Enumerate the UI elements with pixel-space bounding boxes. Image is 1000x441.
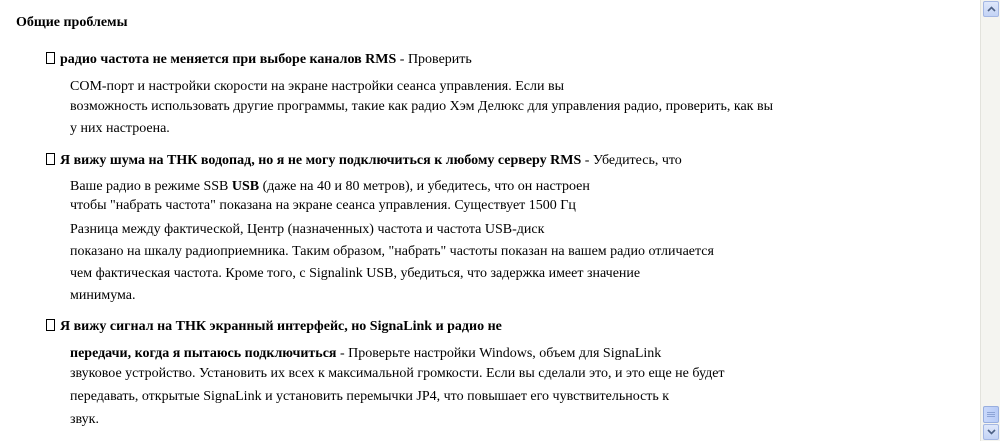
paragraph-line: у них настроена. xyxy=(70,121,170,136)
text-fragment-bold: передачи, когда я пытаюсь подключиться xyxy=(70,346,337,361)
paragraph-line: COM-порт и настройки скорости на экране настройки сеанса управления. Если вы xyxy=(70,79,564,94)
paragraph-line xyxy=(70,346,661,362)
scroll-thumb[interactable] xyxy=(983,406,999,423)
bullet-item-2 xyxy=(46,153,682,169)
bullet-text: - Убедитесь, что xyxy=(581,153,682,168)
paragraph-line: передавать, открытые SignaLink и установить перемычки JP4, что повышает его чувствительность к xyxy=(70,389,670,404)
text-fragment: (даже на 40 и 80 метров), и убедитесь, что он настроен xyxy=(259,179,590,194)
chevron-down-icon xyxy=(987,429,996,435)
scroll-down-button[interactable] xyxy=(983,424,999,440)
vertical-scrollbar[interactable] xyxy=(980,0,1000,441)
paragraph-line: звуковое устройство. Установить их всех к максимальной громкости. Если вы сделали это, и это еще не будет xyxy=(70,366,725,381)
paragraph-line: чем фактическая частота. Кроме того, с Signalink USB, убедиться, что задержка имеет значение xyxy=(70,266,641,281)
paragraph-line: чтобы "набрать частота" показана на экране сеанса управления. Существует 1500 Гц xyxy=(70,198,576,213)
bullet-title: Я вижу сигнал на ТНК экранный интерфейс, но SignaLink и радио не xyxy=(60,319,502,334)
bullet-title: Я вижу шума на ТНК водопад, но я не могу подключиться к любому серверу RMS xyxy=(60,153,582,168)
bullet-item-3 xyxy=(46,319,502,335)
chevron-up-icon xyxy=(987,6,996,12)
paragraph-line xyxy=(70,179,590,195)
scroll-up-button[interactable] xyxy=(983,1,999,17)
text-fragment: - Проверьте настройки Windows, объем для SignaLink xyxy=(336,346,662,361)
paragraph-line: минимума. xyxy=(70,288,136,303)
grip-line xyxy=(987,416,995,417)
paragraph-line: показано на шкалу радиоприемника. Таким образом, "набрать" частоты показан на вашем радио отличается xyxy=(70,244,714,259)
bullet-icon xyxy=(46,153,55,165)
page-heading: Общие проблемы xyxy=(16,15,128,30)
text-fragment: Ваше радио в режиме SSB xyxy=(70,179,232,194)
grip-line xyxy=(987,412,995,413)
paragraph-line: Разница между фактической, Центр (назначенных) частота и частота USB-диск xyxy=(70,222,545,237)
paragraph-line: звук. xyxy=(70,412,99,427)
paragraph-line: возможность использовать другие программы, такие как радио Хэм Делюкс для управления радио, проверить, как вы xyxy=(70,99,773,114)
bullet-icon xyxy=(46,52,55,64)
text-fragment-bold: USB xyxy=(231,179,260,194)
grip-line xyxy=(987,414,995,415)
bullet-text: - Проверить xyxy=(396,52,472,67)
bullet-icon xyxy=(46,319,55,331)
bullet-title: радио частота не меняется при выборе каналов RMS xyxy=(60,52,397,67)
bullet-item-1 xyxy=(46,52,472,68)
